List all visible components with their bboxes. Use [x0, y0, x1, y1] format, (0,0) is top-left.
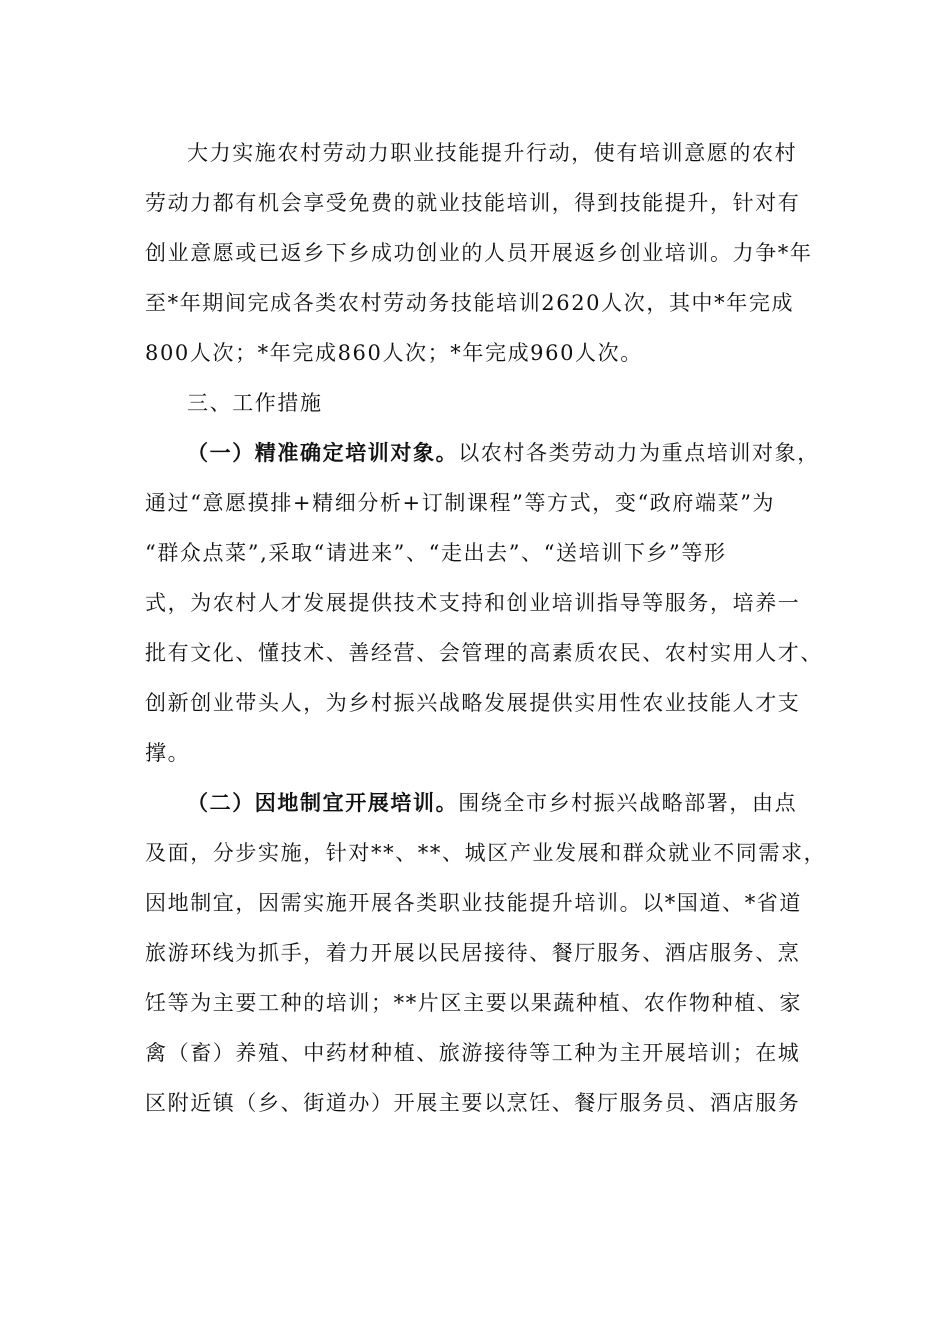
paragraph-line: 区附近镇（乡、街道办）开展主要以烹饪、餐厅服务员、酒店服务 — [145, 1091, 801, 1115]
paragraph-line: 禽（畜）养殖、中药材种植、旅游接待等工种为主开展培训；在城 — [145, 1041, 801, 1065]
measure-first-line-text: 以农村各类劳动力为重点培训对象， — [458, 441, 820, 465]
measure-heading: （一）精准确定培训对象。 — [187, 440, 459, 465]
paragraph-line: 至*年期间完成各类农村劳动务技能培训2620人次，其中*年完成 — [145, 291, 795, 315]
measure-first-line — [145, 778, 805, 828]
paragraph-line: 饪等为主要工种的培训；**片区主要以果蔬种植、农作物种植、家 — [145, 991, 802, 1015]
paragraph-target — [145, 128, 813, 378]
section-heading: 三、工作措施 — [187, 391, 323, 415]
measure-first-line-text: 围绕全市乡村振兴战略部署，由点 — [458, 791, 798, 815]
paragraph-line: 800人次；*年完成860人次；*年完成960人次。 — [145, 341, 643, 365]
paragraph-line: 批有文化、懂技术、善经营、会管理的高素质农民、农村实用人才、 — [145, 641, 823, 665]
paragraph-line: 式，为农村人才发展提供技术支持和创业培训指导等服务，培养一 — [145, 591, 801, 615]
paragraph-measure-2 — [145, 778, 827, 1128]
paragraph-line: 创新创业带头人，为乡村振兴战略发展提供实用性农业技能人才支 — [145, 691, 801, 715]
paragraph-line: 大力实施农村劳动力职业技能提升行动，使有培训意愿的农村 — [187, 141, 798, 165]
paragraph-measure-1 — [145, 428, 823, 778]
paragraph-line: 创业意愿或已返乡下乡成功创业的人员开展返乡创业培训。力争*年 — [145, 241, 813, 265]
paragraph-line: “群众点菜”,采取“请进来”、“走出去”、“送培训下乡”等形 — [145, 541, 727, 565]
paragraph-line: 因地制宜，因需实施开展各类职业技能提升培训。以*国道、*省道 — [145, 891, 802, 915]
document-body — [145, 128, 827, 1128]
paragraph-line: 劳动力都有机会享受免费的就业技能培训，得到技能提升，针对有 — [145, 191, 801, 215]
measure-heading: （二）因地制宜开展培训。 — [187, 790, 459, 815]
paragraph-line: 通过“意愿摸排+精细分析+订制课程”等方式，变“政府端菜”为 — [145, 491, 776, 515]
paragraph-line: 旅游环线为抓手，着力开展以民居接待、餐厅服务、酒店服务、烹 — [145, 941, 801, 965]
paragraph-line: 及面，分步实施，针对**、**、城区产业发展和群众就业不同需求， — [145, 841, 827, 865]
measure-first-line — [145, 428, 820, 478]
paragraph-line: 撑。 — [145, 741, 191, 765]
